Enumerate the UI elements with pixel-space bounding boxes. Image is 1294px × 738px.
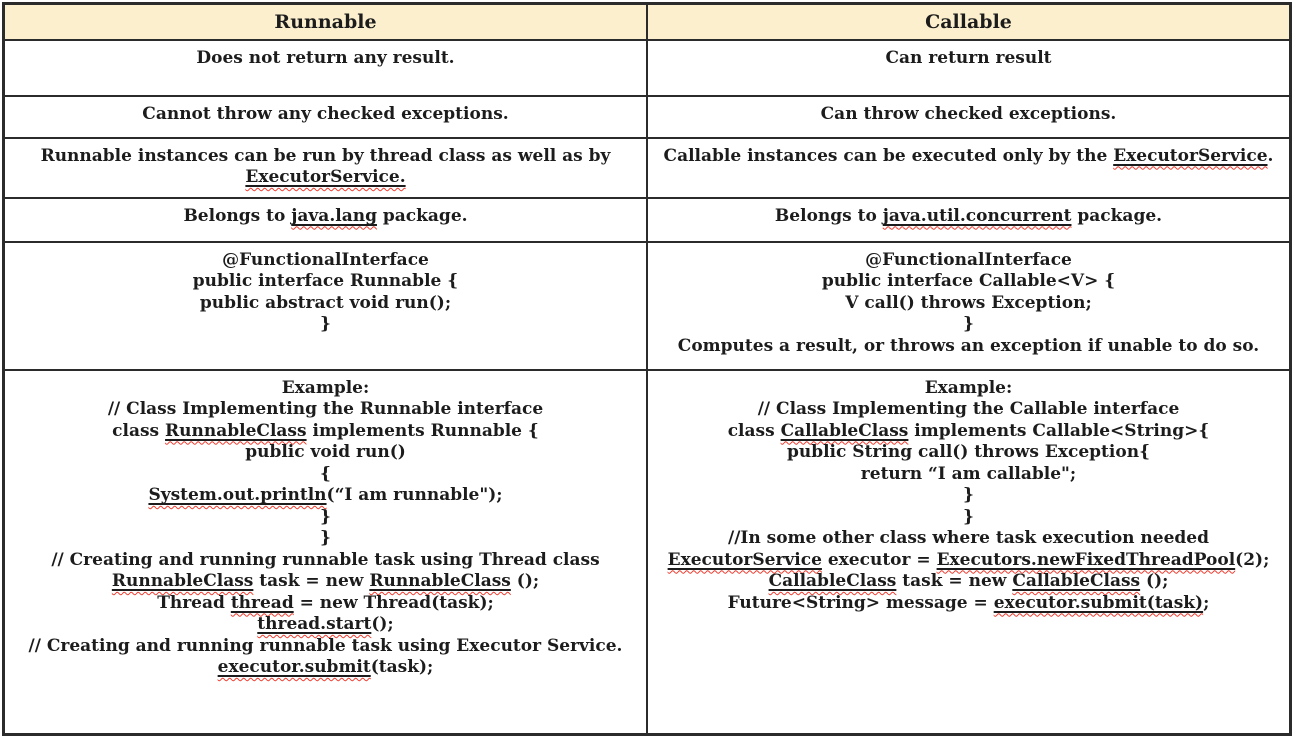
cell-callable-row-5 bbox=[647, 242, 1291, 370]
underlined-term: thread bbox=[230, 592, 294, 613]
cell-runnable-row-6 bbox=[4, 370, 648, 735]
text-line bbox=[15, 636, 636, 658]
column-header-runnable: Runnable bbox=[4, 4, 648, 40]
text-segment: (task); bbox=[370, 657, 434, 677]
text-segment: Does not return any result. bbox=[196, 47, 455, 68]
text-segment: Belongs to bbox=[774, 205, 883, 226]
spellcheck-flagged-term bbox=[369, 571, 511, 591]
underlined-term: ExecutorService bbox=[667, 549, 822, 570]
text-line bbox=[15, 399, 636, 421]
text-line bbox=[15, 146, 636, 168]
text-segment: = new Thread(task); bbox=[293, 592, 494, 613]
underlined-term: RunnableClass bbox=[369, 571, 511, 591]
spellcheck-flagged-term bbox=[218, 657, 371, 677]
spellcheck-flagged-term bbox=[112, 571, 254, 591]
spellcheck-flagged-term bbox=[668, 550, 822, 570]
text-line bbox=[658, 593, 1279, 615]
text-segment: (“I am runnable"); bbox=[326, 485, 503, 505]
text-segment: @FunctionalInterface bbox=[222, 249, 429, 270]
text-line bbox=[658, 336, 1279, 358]
text-segment: public interface Callable<V> { bbox=[821, 271, 1116, 291]
text-line bbox=[15, 593, 636, 615]
text-segment: ; bbox=[1203, 592, 1210, 613]
text-line bbox=[658, 314, 1279, 336]
text-line bbox=[15, 206, 636, 228]
text-segment: Future<String> message = bbox=[727, 592, 994, 613]
cell-callable-row-2 bbox=[647, 96, 1291, 138]
text-line bbox=[658, 146, 1279, 168]
text-segment: (); bbox=[510, 571, 540, 591]
text-segment: V call() throws Exception; bbox=[845, 292, 1092, 313]
comparison-table-body bbox=[4, 40, 1291, 735]
spellcheck-flagged-term bbox=[1113, 146, 1267, 166]
spellcheck-flagged-term bbox=[994, 593, 1203, 613]
underlined-term: thread.start bbox=[257, 614, 372, 634]
text-segment: executor = bbox=[821, 549, 937, 570]
text-segment: . bbox=[1267, 145, 1274, 166]
text-segment: { bbox=[320, 463, 331, 484]
underlined-term: executor.submit(task) bbox=[993, 592, 1204, 613]
spellcheck-flagged-term bbox=[781, 421, 909, 441]
underlined-term: executor.submit bbox=[217, 657, 371, 677]
text-segment: //In some other class where task execution needed bbox=[727, 528, 1210, 548]
text-segment: return “I am callable"; bbox=[860, 463, 1077, 484]
text-segment: Can throw checked exceptions. bbox=[820, 103, 1117, 124]
text-line bbox=[15, 378, 636, 400]
text-line bbox=[658, 48, 1279, 70]
text-line bbox=[658, 206, 1279, 228]
text-segment: public interface Runnable { bbox=[192, 271, 459, 291]
underlined-term: ExecutorService bbox=[1113, 145, 1268, 166]
text-segment: implements Callable<String>{ bbox=[908, 420, 1210, 441]
text-segment: (2); bbox=[1235, 549, 1270, 570]
cell-callable-row-4 bbox=[647, 198, 1291, 242]
spellcheck-flagged-term bbox=[769, 571, 897, 591]
underlined-term: java.util.concurrent bbox=[882, 205, 1072, 226]
text-line bbox=[658, 421, 1279, 443]
text-line bbox=[658, 550, 1279, 572]
cell-runnable-row-3 bbox=[4, 138, 648, 198]
spellcheck-flagged-term bbox=[245, 167, 405, 187]
text-segment: Can return result bbox=[885, 47, 1052, 68]
text-segment: public String call() throws Exception{ bbox=[786, 442, 1151, 462]
text-line bbox=[15, 550, 636, 572]
cell-callable-row-1 bbox=[647, 40, 1291, 96]
text-line bbox=[15, 507, 636, 529]
text-line bbox=[658, 378, 1279, 400]
text-segment: Computes a result, or throws an exception if unable to do so. bbox=[677, 335, 1260, 356]
underlined-term: CallableClass bbox=[780, 420, 909, 441]
text-line bbox=[658, 442, 1279, 464]
text-segment: task = new bbox=[253, 571, 370, 591]
underlined-term: java.lang bbox=[291, 205, 377, 226]
cell-callable-row-3 bbox=[647, 138, 1291, 198]
text-segment: implements Runnable { bbox=[306, 420, 539, 441]
spellcheck-flagged-term bbox=[257, 614, 371, 634]
spellcheck-flagged-term bbox=[1012, 571, 1140, 591]
cell-callable-row-6 bbox=[647, 370, 1291, 735]
runnable-callable-comparison-table bbox=[2, 2, 1292, 736]
text-line bbox=[15, 104, 636, 126]
text-segment: Belongs to bbox=[183, 205, 292, 226]
text-segment: } bbox=[320, 528, 331, 548]
text-segment: } bbox=[320, 314, 331, 334]
text-segment: // Creating and running runnable task using Thread class bbox=[51, 549, 600, 570]
header-row bbox=[4, 4, 1291, 40]
text-segment: Example: bbox=[924, 377, 1013, 398]
spellcheck-flagged-term bbox=[937, 550, 1236, 570]
spellcheck-flagged-term bbox=[291, 206, 377, 226]
text-line bbox=[658, 293, 1279, 315]
text-segment: // Class Implementing the Runnable interface bbox=[107, 399, 544, 419]
text-line bbox=[15, 528, 636, 550]
table-row bbox=[4, 242, 1291, 370]
text-line bbox=[15, 464, 636, 486]
underlined-term: CallableClass bbox=[768, 571, 897, 591]
text-line bbox=[15, 421, 636, 443]
text-line bbox=[658, 528, 1279, 550]
text-line bbox=[15, 485, 636, 507]
text-segment: public abstract void run(); bbox=[199, 292, 452, 313]
text-segment: Runnable instances can be run by thread class as well as by bbox=[40, 145, 611, 166]
underlined-term: CallableClass bbox=[1012, 571, 1141, 591]
text-line bbox=[15, 48, 636, 70]
spellcheck-flagged-term bbox=[165, 421, 307, 441]
text-segment: // Creating and running runnable task using Executor Service. bbox=[28, 635, 623, 656]
text-line bbox=[658, 250, 1279, 272]
text-segment: Thread bbox=[157, 592, 231, 613]
cell-runnable-row-1 bbox=[4, 40, 648, 96]
text-segment: Callable instances can be executed only by the bbox=[663, 145, 1114, 166]
underlined-term: System.out.println bbox=[148, 485, 327, 505]
text-line bbox=[15, 614, 636, 636]
cell-runnable-row-4 bbox=[4, 198, 648, 242]
text-segment: Example: bbox=[281, 377, 370, 398]
text-line bbox=[658, 399, 1279, 421]
table-row bbox=[4, 40, 1291, 96]
text-segment: task = new bbox=[896, 571, 1013, 591]
underlined-term: ExecutorService. bbox=[245, 167, 406, 187]
text-segment: } bbox=[963, 314, 974, 334]
text-line bbox=[15, 250, 636, 272]
text-line bbox=[658, 571, 1279, 593]
text-line bbox=[658, 104, 1279, 126]
text-segment: package. bbox=[1071, 205, 1163, 226]
spellcheck-flagged-term bbox=[148, 485, 326, 505]
table-row bbox=[4, 138, 1291, 198]
text-segment: class bbox=[112, 420, 166, 441]
underlined-term: Executors.newFixedThreadPool bbox=[936, 549, 1236, 570]
text-segment: } bbox=[963, 506, 974, 527]
underlined-term: RunnableClass bbox=[165, 420, 307, 441]
table-header bbox=[4, 4, 1291, 40]
text-line bbox=[15, 571, 636, 593]
cell-runnable-row-5 bbox=[4, 242, 648, 370]
text-line bbox=[15, 293, 636, 315]
text-line bbox=[658, 271, 1279, 293]
text-line bbox=[15, 167, 636, 189]
text-line bbox=[15, 657, 636, 679]
table-row bbox=[4, 96, 1291, 138]
table-row bbox=[4, 370, 1291, 735]
cell-runnable-row-2 bbox=[4, 96, 648, 138]
text-line bbox=[658, 485, 1279, 507]
text-line bbox=[15, 271, 636, 293]
spellcheck-flagged-term bbox=[231, 593, 294, 613]
column-header-callable: Callable bbox=[647, 4, 1291, 40]
spellcheck-flagged-term bbox=[883, 206, 1072, 226]
text-segment: class bbox=[727, 420, 781, 441]
table-row bbox=[4, 198, 1291, 242]
text-segment: (); bbox=[371, 614, 394, 634]
text-segment: } bbox=[963, 485, 974, 505]
text-segment: Cannot throw any checked exceptions. bbox=[142, 103, 509, 124]
text-line bbox=[658, 464, 1279, 486]
text-segment: } bbox=[320, 506, 331, 527]
text-segment: // Class Implementing the Callable interface bbox=[757, 399, 1180, 419]
text-segment: (); bbox=[1140, 571, 1169, 591]
text-segment: package. bbox=[376, 205, 468, 226]
text-line bbox=[15, 442, 636, 464]
text-segment: public void run() bbox=[245, 442, 406, 462]
underlined-term: RunnableClass bbox=[111, 571, 254, 591]
text-segment: @FunctionalInterface bbox=[865, 249, 1072, 270]
text-line bbox=[658, 507, 1279, 529]
text-line bbox=[15, 314, 636, 336]
